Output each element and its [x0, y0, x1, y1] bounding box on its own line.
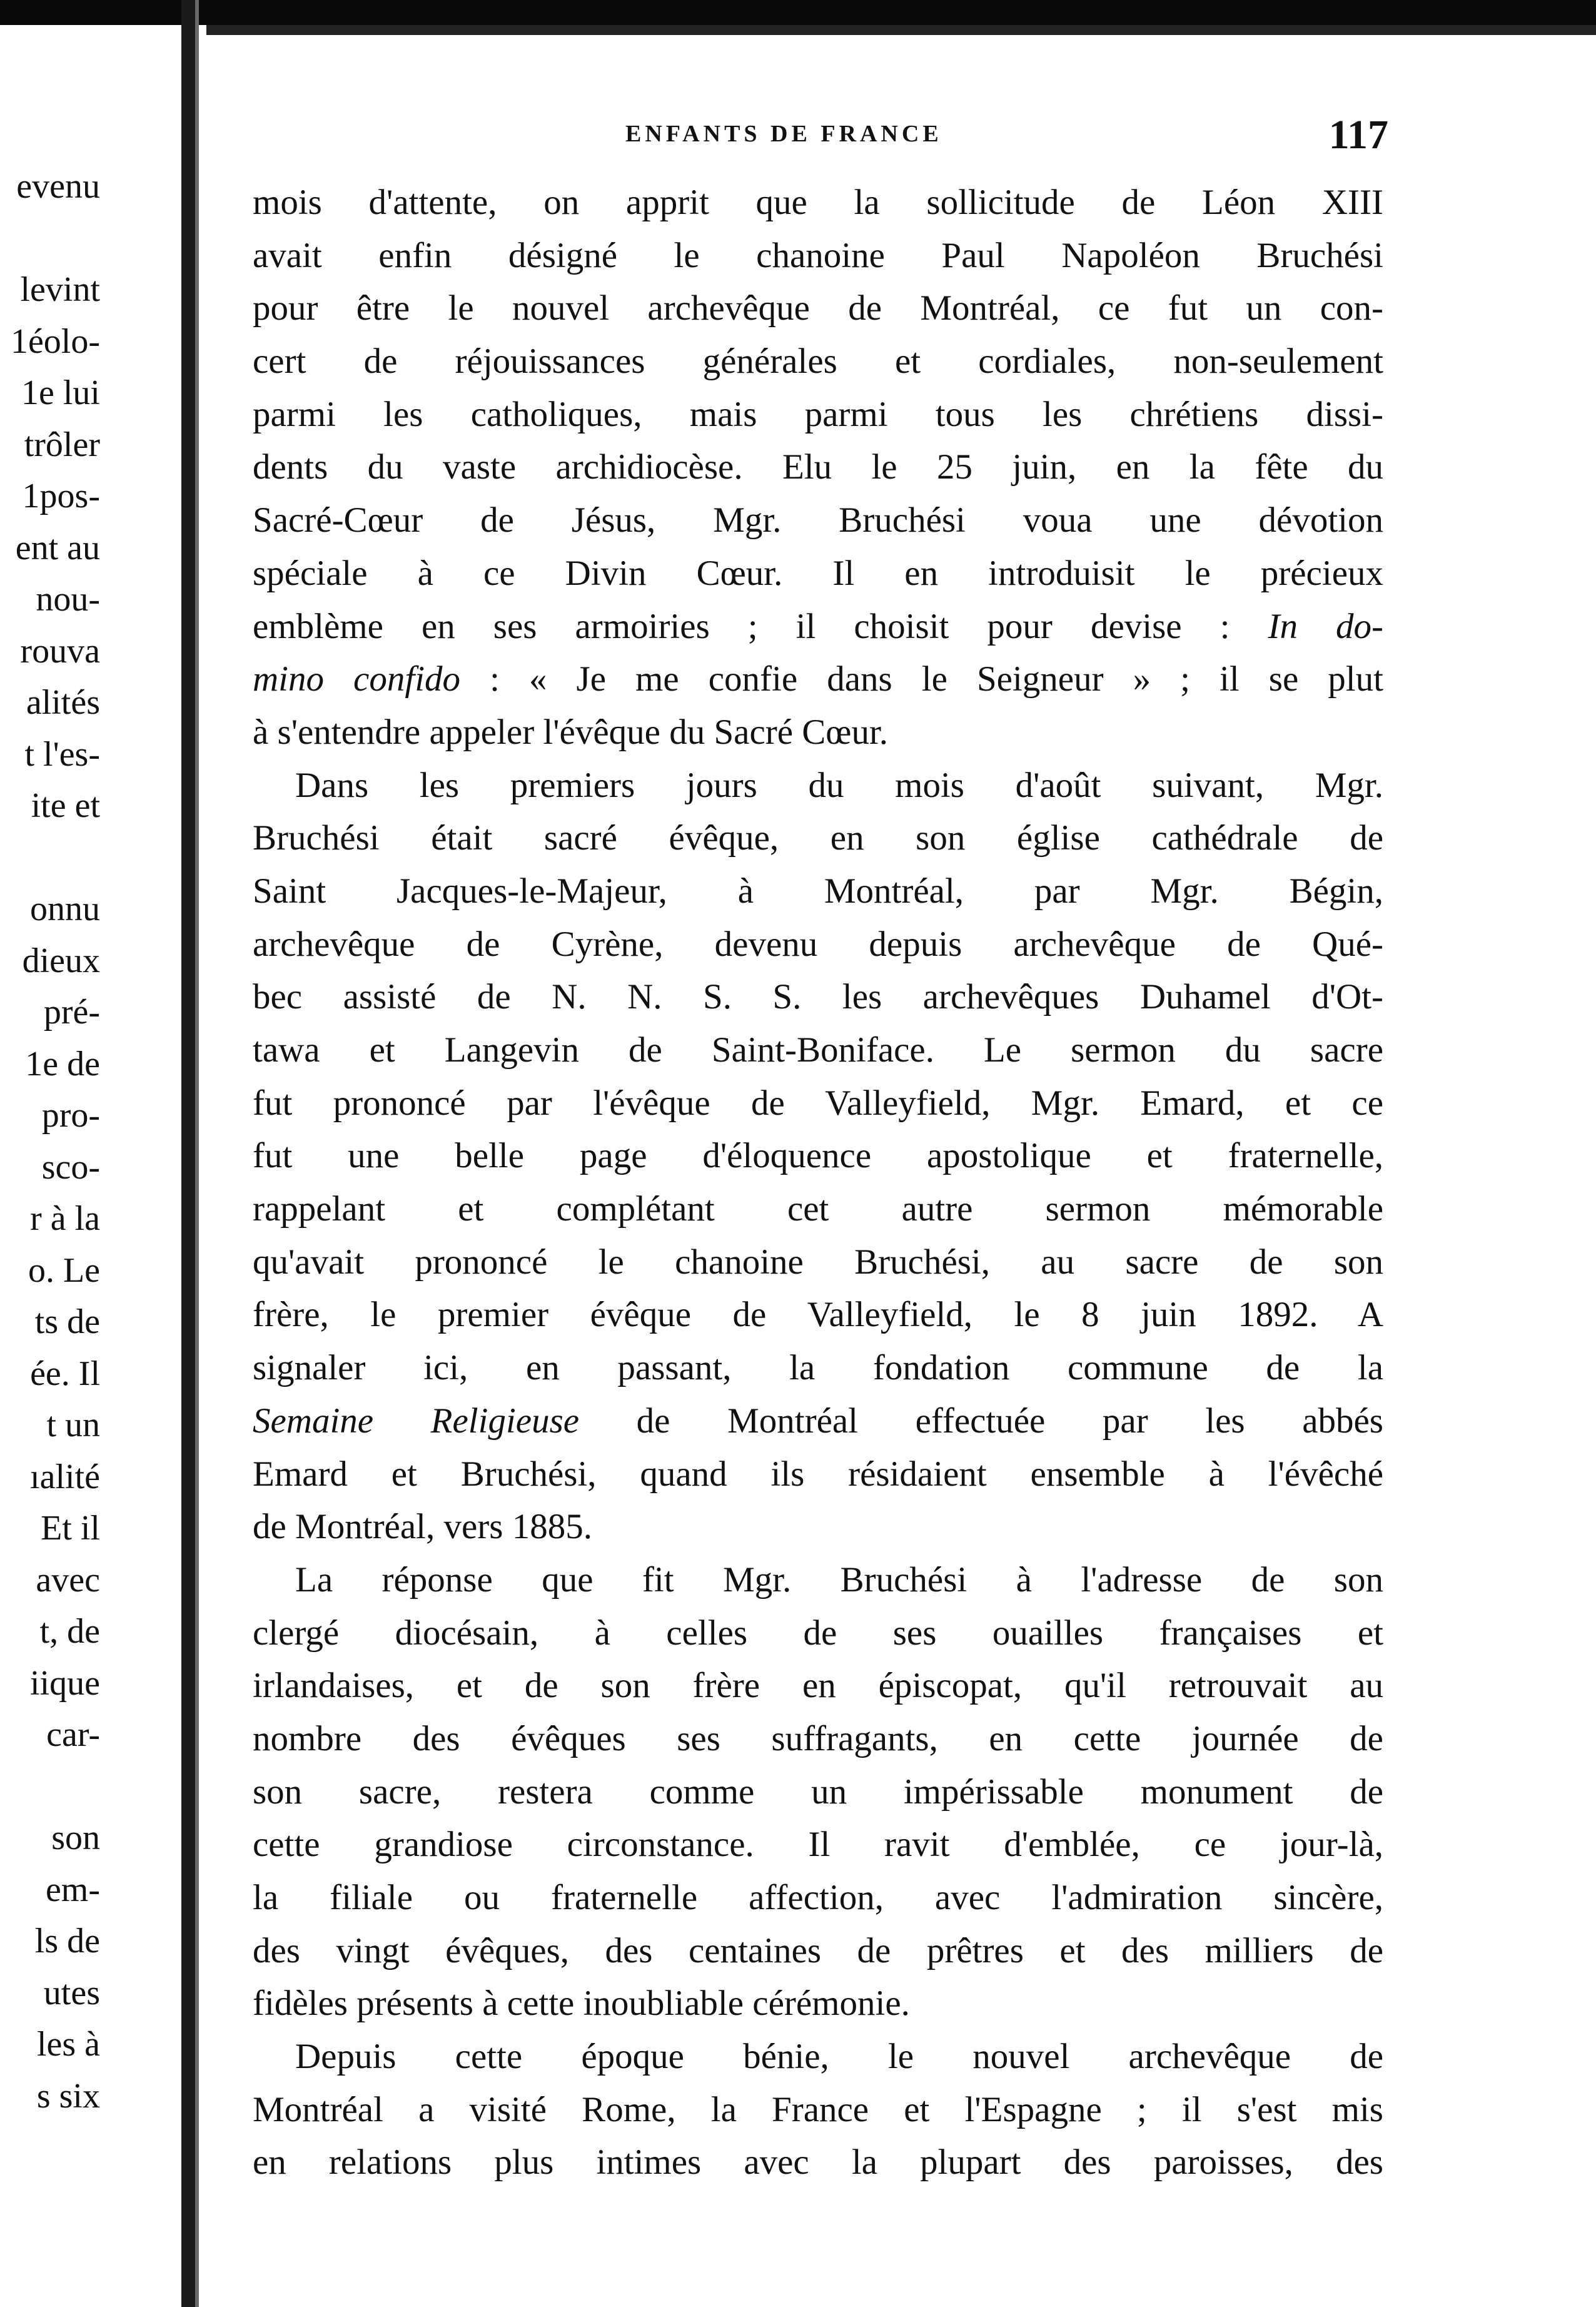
text-line — [253, 812, 1383, 865]
text-line — [253, 2031, 1383, 2084]
text-run: Depuis cette époque bénie, le nouvel archevêque de — [295, 2037, 1383, 2077]
text-run: cette grandiose circonstance. Il ravit d'emblée, ce jour-là, — [253, 1825, 1383, 1865]
page-number: 117 — [1328, 112, 1388, 158]
fragment-line: o. Le — [28, 1250, 100, 1290]
text-line — [253, 601, 1383, 654]
text-line — [253, 1607, 1383, 1660]
text-run: Dans les premiers jours du mois d'août suivant, Mgr. — [295, 765, 1383, 805]
text-run: parmi les catholiques, mais parmi tous les chrétiens dissi- — [253, 394, 1383, 434]
text-line — [253, 1024, 1383, 1077]
fragment-line: iique — [30, 1663, 100, 1703]
text-line — [253, 918, 1383, 971]
text-line — [253, 1554, 1383, 1607]
fragment-line: trôler — [24, 425, 100, 464]
text-run: La réponse que fit Mgr. Bruchési à l'adresse de son — [295, 1559, 1383, 1600]
text-run: à s'entendre appeler l'évêque du Sacré Cœur. — [253, 712, 889, 752]
text-run: dents du vaste archidiocèse. Elu le 25 juin, en la fête du — [253, 447, 1383, 487]
text-run: Saint Jacques-le-Majeur, à Montréal, par Mgr. Bégin, — [253, 871, 1383, 911]
text-run: Bruchési était sacré évêque, en son église cathédrale de — [253, 818, 1383, 858]
fragment-line: 1e lui — [21, 373, 100, 412]
body-text — [253, 176, 1383, 2189]
text-run: en relations plus intimes avec la plupart des paroisses, des — [253, 2142, 1383, 2183]
text-line — [253, 1236, 1383, 1289]
text-line — [253, 1925, 1383, 1978]
text-run: de Montréal effectuée par les abbés — [579, 1401, 1383, 1441]
fragment-line: t, de — [39, 1612, 100, 1651]
text-line — [253, 282, 1383, 335]
fragment-line: r à la — [30, 1199, 100, 1238]
fragment-line: ıalité — [30, 1457, 100, 1496]
text-run: emblème en ses armoiries ; il choisit pour devise : — [253, 606, 1268, 646]
fragment-line: avec — [36, 1560, 100, 1600]
text-line — [253, 1077, 1383, 1130]
text-run: mois d'attente, on apprit que la sollicitude de Léon XIII — [253, 183, 1383, 222]
text-run: signaler ici, en passant, la fondation commune de la — [253, 1348, 1383, 1388]
text-line — [253, 1130, 1383, 1183]
fragment-line: ts de — [34, 1302, 100, 1341]
fragment-line: les à — [36, 2025, 100, 2064]
text-line — [253, 706, 1383, 759]
paragraph — [253, 1554, 1383, 2031]
text-line — [253, 1395, 1383, 1448]
fragment-line: ls de — [34, 1922, 100, 1960]
text-run: de Montréal, vers 1885. — [253, 1507, 592, 1547]
fragment-line: dieux — [22, 941, 100, 980]
fragment-line: 1e de — [25, 1044, 100, 1083]
text-run: frère, le premier évêque de Valleyfield, le 8 juin 1892. A — [253, 1295, 1383, 1335]
text-line — [253, 971, 1383, 1024]
text-run: spéciale à ce Divin Cœur. Il en introduisit le précieux — [253, 553, 1383, 593]
fragment-line: utes — [43, 1973, 100, 2012]
text-line — [253, 1872, 1383, 1925]
fragment-line: son — [51, 1818, 100, 1857]
page-gutter-edge — [195, 0, 199, 2307]
paragraph — [253, 759, 1383, 1554]
text-line — [253, 547, 1383, 601]
text-line — [253, 494, 1383, 547]
text-line — [253, 176, 1383, 230]
fragment-line: 1pos- — [22, 477, 100, 515]
text-run: : « Je me confie dans le Seigneur » ; il se plut — [460, 659, 1383, 699]
fragment-line: pro- — [41, 1096, 100, 1135]
fragment-line: em- — [45, 1870, 100, 1909]
text-run: archevêque de Cyrène, devenu depuis archevêque de Qué- — [253, 924, 1383, 964]
text-line — [253, 653, 1383, 706]
fragment-line: levint — [20, 270, 100, 309]
fragment-line: s six — [36, 2076, 100, 2116]
page-header — [250, 111, 1388, 158]
scan-top-border — [0, 0, 1596, 25]
text-run: irlandaises, et de son frère en épiscopat, qu'il retrouvait au — [253, 1666, 1383, 1706]
text-run: la filiale ou fraternelle affection, avec l'admiration sincère, — [253, 1878, 1383, 1917]
text-run: clergé diocésain, à celles de ses ouailles françaises et — [253, 1613, 1383, 1653]
text-run: Sacré-Cœur de Jésus, Mgr. Bruchési voua une dévotion — [253, 500, 1383, 540]
fragment-line: t un — [46, 1406, 100, 1444]
text-run: qu'avait prononcé le chanoine Bruchési, au sacre de son — [253, 1242, 1383, 1282]
fragment-line: Et il — [41, 1509, 100, 1548]
text-run: tawa et Langevin de Saint-Boniface. Le sermon du sacre — [253, 1030, 1383, 1070]
text-run: avait enfin désigné le chanoine Paul Napoléon Bruchési — [253, 235, 1383, 275]
fragment-line: t l'es- — [24, 734, 100, 774]
text-run: son sacre, restera comme un impérissable monument de — [253, 1772, 1383, 1812]
fragment-line: nou- — [36, 580, 100, 619]
italic-text: In do- — [1268, 606, 1383, 646]
text-line — [253, 1818, 1383, 1872]
text-line — [253, 1501, 1383, 1554]
text-line — [253, 2136, 1383, 2189]
paragraph — [253, 176, 1383, 759]
scan-top-shadow — [206, 25, 1596, 35]
fragment-line: onnu — [30, 890, 100, 928]
text-line — [253, 865, 1383, 918]
text-line — [253, 441, 1383, 494]
fragment-line: ée. Il — [30, 1354, 100, 1393]
text-line — [253, 1289, 1383, 1342]
fragment-line: ent au — [15, 528, 100, 567]
text-line — [253, 230, 1383, 283]
italic-text: Semaine Religieuse — [253, 1401, 580, 1441]
text-run: fut prononcé par l'évêque de Valleyfield, Mgr. Emard, et ce — [253, 1083, 1383, 1123]
fragment-line: car- — [46, 1715, 100, 1754]
text-line — [253, 1766, 1383, 1819]
text-run: nombre des évêques ses suffragants, en cette journée de — [253, 1718, 1383, 1758]
fragment-line: rouva — [20, 631, 100, 671]
text-line — [253, 1448, 1383, 1501]
text-run: des vingt évêques, des centaines de prêtres et des milliers de — [253, 1930, 1383, 1970]
italic-text: mino confido — [253, 659, 461, 699]
running-title: ENFANTS DE FRANCE — [625, 121, 942, 147]
text-run: Montréal a visité Rome, la France et l'Espagne ; il s'est mis — [253, 2089, 1383, 2129]
text-line — [253, 1713, 1383, 1766]
text-run: cert de réjouissances générales et cordiales, non-seulement — [253, 342, 1383, 382]
text-line — [253, 1342, 1383, 1395]
text-line — [253, 1977, 1383, 2031]
text-run: rappelant et complétant cet autre sermon mémorable — [253, 1189, 1383, 1229]
text-run: bec assisté de N. N. S. S. les archevêques Duhamel d'Ot- — [253, 977, 1383, 1017]
fragment-line: ite et — [31, 786, 100, 825]
text-run: Emard et Bruchési, quand ils résidaient ensemble à l'évêché — [253, 1454, 1383, 1494]
text-line — [253, 388, 1383, 442]
text-line — [253, 1660, 1383, 1713]
fragment-line: 1éolo- — [10, 322, 100, 361]
fragment-line: pré- — [43, 993, 100, 1032]
text-line — [253, 759, 1383, 813]
paragraph — [253, 2031, 1383, 2189]
text-line — [253, 2084, 1383, 2137]
page-gutter — [181, 0, 195, 2307]
fragment-line: sco- — [41, 1147, 100, 1187]
fragment-line: alités — [26, 683, 100, 722]
text-run: fut une belle page d'éloquence apostolique et fraternelle, — [253, 1136, 1383, 1176]
text-run: pour être le nouvel archevêque de Montréal, ce fut un con- — [253, 288, 1383, 328]
text-line — [253, 335, 1383, 388]
text-run: fidèles présents à cette inoubliable cérémonie. — [253, 1984, 910, 2024]
text-line — [253, 1183, 1383, 1236]
fragment-line: evenu — [16, 167, 100, 206]
